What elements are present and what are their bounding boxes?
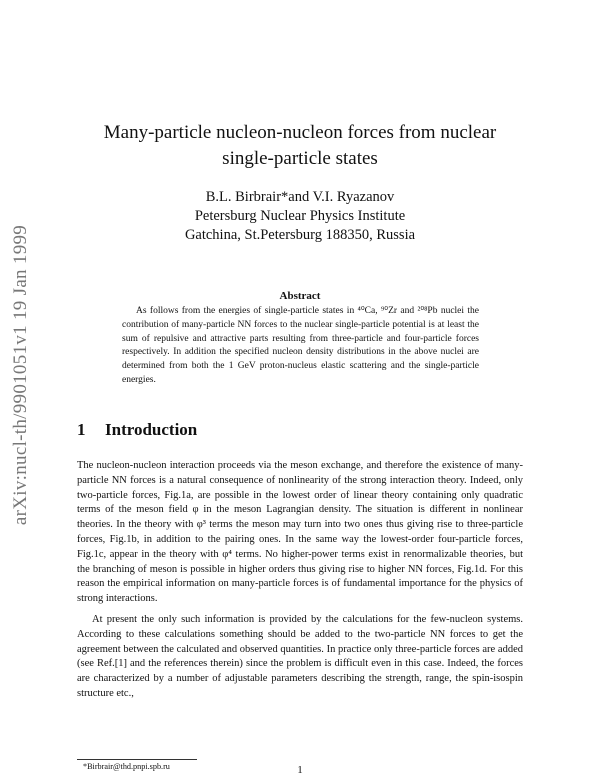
abstract-heading: Abstract [279,290,321,302]
title-line-1: Many-particle nucleon-nucleon forces from nuclear [103,122,497,143]
section-title: Introduction [105,420,198,439]
section-heading [77,420,197,440]
paragraph-1: The nucleon-nucleon interaction proceeds via the meson exchange, and therefore the existence of many-particle NN forces is a natural consequence of nonlinearity of the strong interaction theory. Indeed, only two-particle forces, Fig.1a, are possible in the lowest order of linear theory containing only quadratic terms of the meson field φ in the meson Lagrangian density. The situation is different in nonlinear theories. In the theory with φ³ terms the meson may turn into two ones thus giving rise to three-particle forces, Fig.1b, in addition to the pairing ones. In the same way the lowest-order four-particle forces, Fig.1c, appear in the theory with φ⁴ terms. No higher-power terms exist in renormalizable theories, but the branching of meson is possible in higher orders thus giving rise to higher NN forces, Fig.1d. For this reason the empirical information on many-particle forces is of fundamental importance for the physics of strong interactions. [77,460,523,605]
author-address: Gatchina, St.Petersburg 188350, Russia [184,227,416,243]
section-number: 1 [77,420,86,439]
author-institute: Petersburg Nuclear Physics Institute [194,208,406,224]
page-number-visible: 1 [297,764,303,776]
footnote: *Birbrair@thd.pnpi.spb.ru [83,762,170,771]
arxiv-identifier [6,210,36,540]
paragraph-2: At present the only such information is provided by the calculations for the few-nucleon systems. According to these calculations something should be added to the two-particle NN forces to get the agreement between the calculated and observed quantities. In practice only three-particle forces are added (see Ref.[1] and the references therein) since the problem is difficult even in this case. Indeed, the forces are characterized by a number of adjustable parameters describing the strength, range, the spin-isospin structure etc., [77,613,523,699]
author-names: B.L. Birbrair*and V.I. Ryazanov [205,189,395,205]
arxiv-id-text: arXiv:nucl-th/9901051v1 19 Jan 1999 [10,224,31,526]
title-line-2: single-particle states [222,148,378,169]
footnote-rule [77,759,197,760]
abstract [122,305,479,388]
body-text [77,459,523,708]
abstract-text: As follows from the energies of single-particle states in ⁴⁰Ca, ⁹⁰Zr and ²⁰⁸Pb nuclei the contribution of many-particle NN forces to the nuclear single-particle potential is at least the sum of repulsive and attractive parts resulting from three-particle and four-particle forces respectively. In addition the specified nucleon density distributions in the above nuclei are determined from both the 1 GeV proton-nucleus elastic scattering and the single-particle energies. [122,306,479,385]
author-block [80,188,520,245]
paper-title [80,120,520,172]
